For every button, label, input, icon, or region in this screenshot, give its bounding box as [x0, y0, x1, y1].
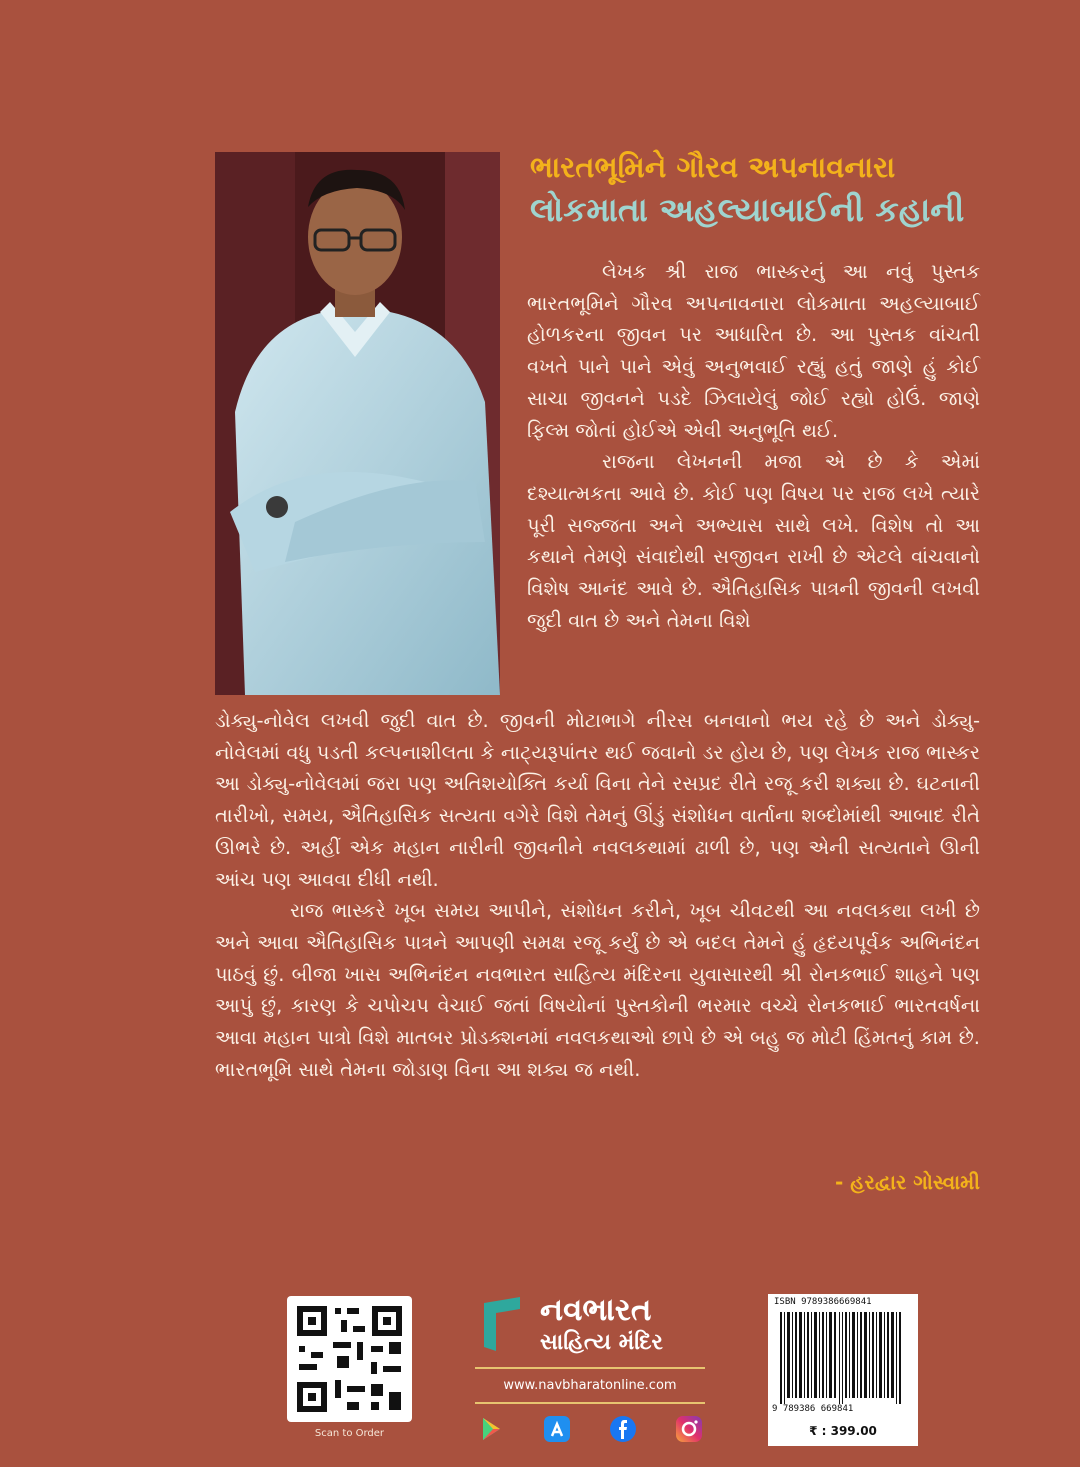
facebook-icon[interactable]: [608, 1414, 638, 1444]
google-play-icon[interactable]: [476, 1414, 506, 1444]
book-title-line2: લોકમાતા અહલ્યાબાઈની કહાની: [530, 190, 965, 229]
blurb-paragraph: રાજના લેખનની મજા એ છે કે એમાં દશ્યાત્મકતા આવે છે. કોઈ પણ વિષય પર રાજ લખે ત્યારે પૂરી સજ્જતા અને અભ્યાસ સાથે લખે. વિશેષ તો આ કથાને તેમણે સંવાદોથી સજીવન રાખી છે એટલે વાંચવાનો વિશેષ આનંદ આવે છે. ઐતિહાસિક પાત્રની જીવની લખવી જુદી વાત છે અને તેમના વિશે: [527, 450, 980, 632]
app-icons: [476, 1413, 704, 1445]
blurb-full-text: [215, 705, 980, 1085]
qr-code[interactable]: [287, 1296, 412, 1422]
qr-caption: Scan to Order: [314, 1428, 385, 1439]
book-title-line1: ભારતભૂમિને ગૌરવ અપનાવનારા: [530, 150, 896, 184]
publisher-subname: સાહિત્ય મંદિર: [540, 1330, 663, 1355]
blurb-paragraph: રાજ ભાસ્કરે ખૂબ સમય આપીને, સંશોધન કરીને, ખૂબ ચીવટથી આ નવલકથા લખી છે અને આવા ઐતિહાસિક પાત્રને આપણી સમક્ષ રજૂ કર્યું છે એ બદલ તેમને હું હૃદયપૂર્વક અભિનંદન પાઠવું છું. બીજા ખાસ અભિનંદન નવભારત સાહિત્ય મંદિરના યુવાસારથી શ્રી રોનકભાઈ શાહને પણ આપું છું, કારણ કે ચપોચપ વેચાઈ જતાં વિષયોનાં પુસ્તકોની ભરમાર વચ્ચે રોનકભાઈ ભારતવર્ષના આવા મહાન પાત્રો વિશે માતબર પ્રોડક્શનમાં નવલકથાઓ છાપે છે એ બહુ જ મોટી હિંમતનું કામ છે. ભારતભૂમિ સાથે તેમના જોડાણ વિના આ શક્ય જ નથી.: [215, 899, 980, 1081]
isbn-digits: 9 789386 669841: [772, 1404, 854, 1414]
isbn-barcode: [768, 1294, 918, 1446]
price-label: ₹ : 399.00: [809, 1424, 877, 1438]
blurb-column-text: [527, 256, 980, 636]
isbn-label: ISBN 9789386669841: [774, 1297, 872, 1307]
publisher-logo-icon: [480, 1295, 526, 1353]
signature: - હરદ્વાર ગોસ્વામી: [835, 1170, 980, 1194]
publisher-name: નવભારત: [540, 1292, 652, 1328]
blurb-paragraph: લેખક શ્રી રાજ ભાસ્કરનું આ નવું પુસ્તક ભારતભૂમિને ગૌરવ અપનાવનારા લોકમાતા અહલ્યાબાઈ હોળકરના જીવન પર આધારિત છે. આ પુસ્તક વાંચતી વખતે પાને પાને એવું અનુભવાઈ રહ્યું હતું જાણે હું કોઈ સાચા જીવનને પડદે ઝિલાયેલું જોઈ રહ્યો હોઉં. જાણે ફિલ્મ જોતાં હોઈએ એવી અનુભૂતિ થઈ.: [527, 260, 980, 442]
divider: [475, 1402, 705, 1404]
publisher-website-link[interactable]: www.navbharatonline.com: [503, 1378, 677, 1393]
divider: [475, 1367, 705, 1369]
blurb-paragraph: ડોક્યુ-નોવેલ લખવી જુદી વાત છે. જીવની મોટાભાગે નીરસ બનવાનો ભય રહે છે અને ડોક્યુ-નોવેલમાં વધુ પડતી કલ્પનાશીલતા કે નાટ્યરૂપાંતર થઈ જવાનો ડર હોય છે, પણ લેખક રાજ ભાસ્કર આ ડોક્યુ-નોવેલમાં જરા પણ અતિશયોક્તિ કર્યા વિના તેને રસપ્રદ રીતે રજૂ કરી શક્યા છે. ઘટનાની તારીખો, સમય, ઐતિહાસિક સત્યતા વગેરે વિશે તેમનું ઊંડું સંશોધન વાર્તાના શબ્દોમાંથી આબાદ રીતે ઊભરે છે. અહીં એક મહાન નારીની જીવનીને નવલકથામાં ઢાળી છે, પણ એની સત્યતાને ઊની આંચ પણ આવવા દીધી નથી.: [215, 709, 980, 891]
author-photo: [215, 152, 500, 695]
instagram-icon[interactable]: [674, 1414, 704, 1444]
app-store-icon[interactable]: [542, 1414, 572, 1444]
